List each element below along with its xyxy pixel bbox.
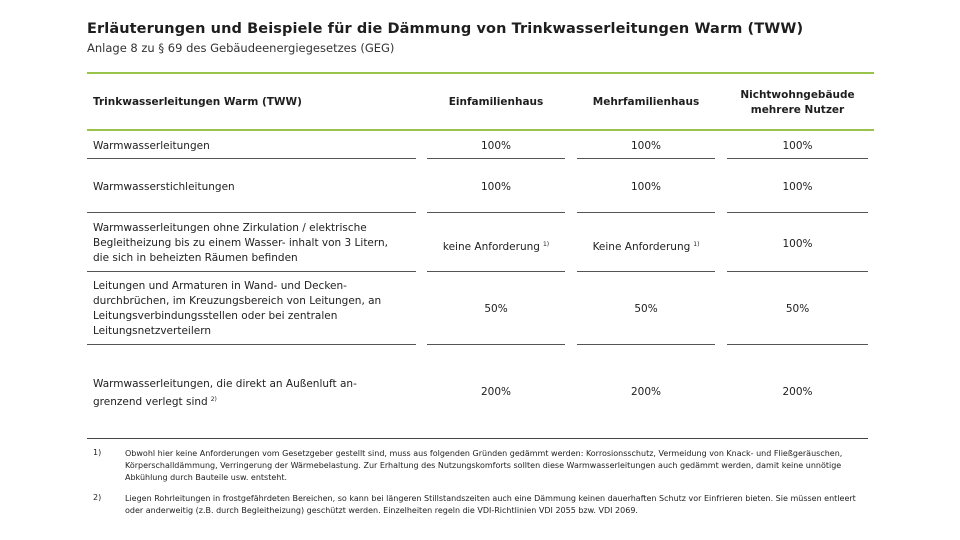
row-divider (87, 158, 416, 159)
table-cell-efh: 50% (484, 303, 508, 315)
column-header-nwg (727, 88, 868, 118)
row-divider (577, 212, 715, 213)
table-cell-mfh (577, 237, 715, 255)
table-cell-nwg: 50% (785, 303, 810, 315)
table-cell-efh: 200% (480, 386, 512, 398)
table-row-label: Leitungen und Armaturen in Wand- und Decken- durchbrüchen, im Kreuzungsbereich von Leitungen, an Leitungsverbindungsstellen oder bei zentralen Leitungsnetzverteilern (93, 280, 382, 337)
page-title: Erläuterungen und Beispiele für die Dämmung von Trinkwasserleitungen Warm (TWW) (87, 21, 804, 37)
column-header-efh: Einfamilienhaus (448, 96, 544, 108)
table-row-label: Warmwasserstichleitungen (93, 181, 235, 193)
table-cell-mfh: 100% (630, 181, 662, 193)
footnote-ref: 2) (210, 396, 217, 403)
table-row-label: Warmwasserleitungen (93, 140, 210, 152)
footnote-number: 1) (93, 448, 102, 457)
table-row-label (93, 377, 403, 410)
page-subtitle: Anlage 8 zu § 69 des Gebäudeenergiegesetzes (GEG) (87, 41, 395, 55)
row-divider (427, 158, 565, 159)
table-cell-mfh: 200% (630, 386, 662, 398)
row-divider (577, 158, 715, 159)
row-divider (87, 344, 416, 345)
row-divider (427, 344, 565, 345)
column-header-nwg-line2: mehrere Nutzer (750, 104, 845, 116)
column-header-nwg-line1: Nichtwohngebäude (740, 89, 855, 101)
table-cell-efh: 100% (480, 181, 512, 193)
row-divider (87, 212, 416, 213)
table-cell-efh (427, 237, 565, 255)
table-cell-efh-text: keine Anforderung (442, 241, 540, 253)
header-top-divider (87, 72, 874, 74)
footnote-ref: 1) (693, 241, 700, 248)
table-cell-nwg: 100% (782, 238, 813, 250)
row-divider (87, 271, 416, 272)
footnote-text: Obwohl hier keine Anforderungen vom Gesetzgeber gestellt sind, muss aus folgenden Gründen gedämmt werden: Korrosionsschutz, Vermeidung von Knack- und Fließgeräuschen, Körperschalldämmung, Verringerung der Wärmebelastung. Zur Erhaltung des Nutzungskomforts sollten diese Warmwasserleitungen auch gedämmt werden, damit keine unnötige Abkühlung durch Bauteile usw. entsteht. (125, 449, 843, 482)
footnote-number: 2) (93, 493, 102, 502)
row-divider (427, 212, 565, 213)
footnote-ref: 1) (542, 241, 550, 248)
table-cell-efh: 100% (480, 140, 512, 152)
column-header-mfh: Mehrfamilienhaus (592, 96, 700, 108)
table-bottom-rule (87, 438, 868, 439)
footnote-text: Liegen Rohrleitungen in frostgefährdeten Bereichen, so kann bei längeren Stillstandszeiten auch eine Dämmung keinen dauerhaften Schutz vor Einfrieren bieten. Sie müssen entleert oder anderweitig (z.B. durch Begleitheizung) geschützt werden. Einzelheiten regeln die VDI-Richtlinien VDI 2055 bzw. VDI 2069. (125, 494, 856, 515)
row-divider (727, 212, 868, 213)
table-cell-nwg: 200% (782, 386, 813, 398)
table-row-label-text: Warmwasserleitungen, die direkt an Außenluft an- grenzend verlegt sind (93, 378, 357, 408)
table-row-label: Warmwasserleitungen ohne Zirkulation / elektrische Begleitheizung bis zu einem Wasser- inhalt von 3 Litern, die sich in beheizten Räumen befinden (93, 222, 389, 264)
header-bottom-divider (87, 129, 874, 131)
row-divider (577, 271, 715, 272)
table-cell-nwg: 100% (782, 140, 813, 152)
table-cell-nwg: 100% (782, 181, 813, 193)
row-divider (577, 344, 715, 345)
table-cell-mfh: 50% (634, 303, 658, 315)
row-divider (727, 271, 868, 272)
row-divider (727, 158, 868, 159)
table-cell-mfh-text: Keine Anforderung (592, 241, 691, 253)
column-header-label: Trinkwasserleitungen Warm (TWW) (93, 96, 302, 108)
table-cell-mfh: 100% (630, 140, 662, 152)
row-divider (727, 344, 868, 345)
row-divider (427, 271, 565, 272)
